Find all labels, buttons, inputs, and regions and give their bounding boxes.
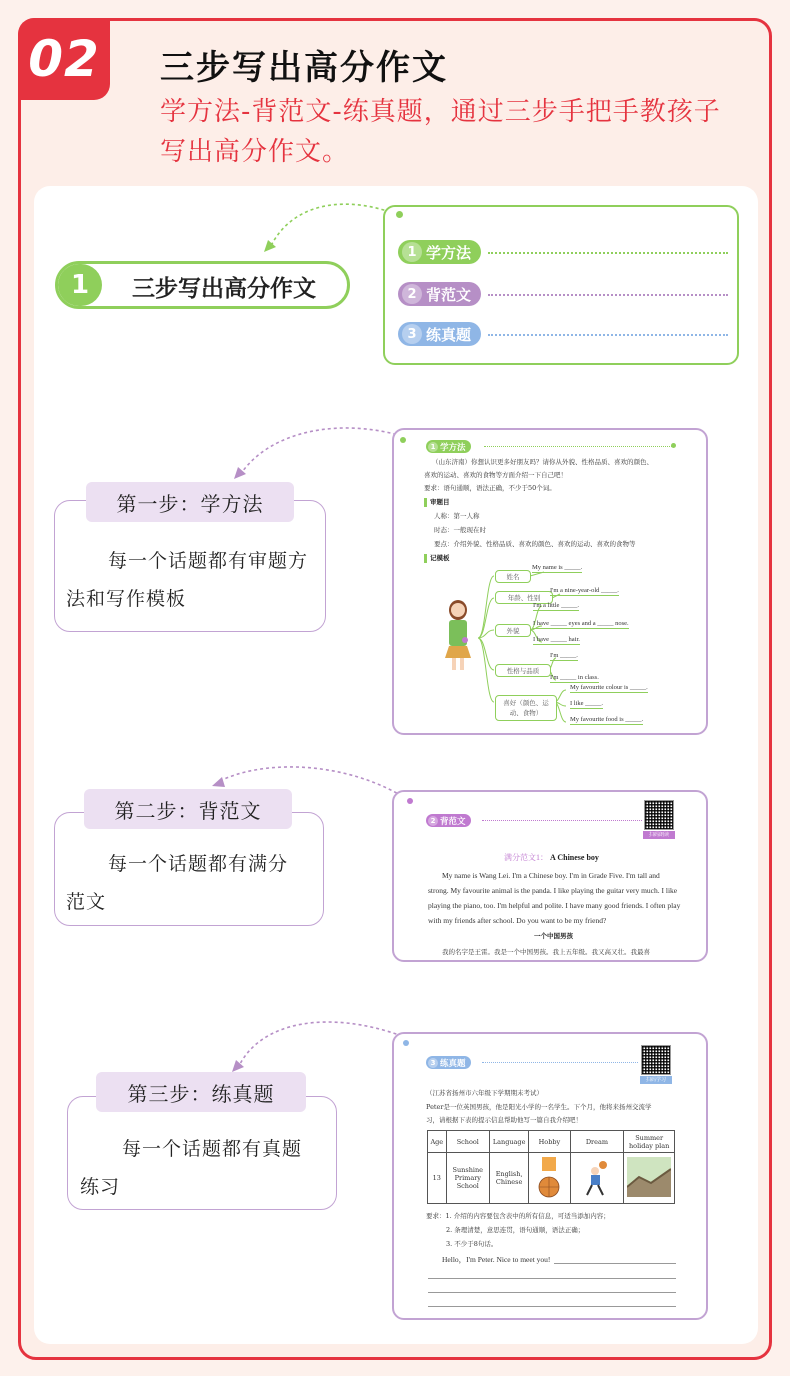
cell-hobby [529, 1153, 570, 1204]
page-dot [407, 798, 413, 804]
req-line3: 3. 不少于8句话。 [446, 1240, 498, 1248]
cell-dream [570, 1153, 624, 1204]
preview1-tag [426, 440, 471, 453]
essay-label: 满分范文1： [504, 853, 548, 862]
sentence-colour: My favourite colour is _____. [570, 684, 648, 691]
sentence-eyes: I have _____ eyes and a _____ nose. [533, 620, 629, 627]
tag-label: 练真题 [440, 1058, 466, 1069]
cell-summer-plan [624, 1153, 675, 1204]
cell-language: English, Chinese [489, 1153, 528, 1204]
writing-line[interactable] [428, 1292, 676, 1293]
preview-practice-page [392, 1032, 708, 1320]
essay-title: A Chinese boy [550, 853, 599, 862]
overview-pill-number: 1 [58, 264, 102, 306]
box-dot [396, 211, 403, 218]
th-school: School [446, 1131, 489, 1153]
dotted-line [482, 1062, 638, 1063]
node-age-gender: 年龄、性别 [495, 591, 553, 604]
sentence-little: I'm a little _____. [533, 602, 579, 609]
table-row [428, 1153, 675, 1204]
essay-cn-line1: 我的名字是王雷。我是一个中国男孩。我上五年级。我又高又壮。我最喜 [442, 948, 650, 956]
page-dot [403, 1040, 409, 1046]
basketball-image [534, 1155, 564, 1199]
overview-pill-label: 三步写出高分作文 [132, 276, 316, 302]
step1-desc-line1: 每一个话题都有审题方 [108, 550, 309, 572]
qr-code-icon [641, 1045, 671, 1075]
heading-marker [424, 554, 427, 563]
tag-number: 3 [402, 324, 422, 344]
tag-number: 1 [402, 242, 422, 262]
girl-illustration [440, 596, 476, 676]
node-hobbies: 喜好（颜色、运动、食物） [495, 695, 557, 721]
node-personality: 性格与品质 [495, 664, 551, 677]
node-name: 姓名 [495, 570, 531, 583]
th-dream: Dream [570, 1131, 624, 1153]
opening-line: Hello，I'm Peter. Nice to meet you! [442, 1255, 551, 1264]
writing-line[interactable] [428, 1306, 676, 1307]
essay-cn-title: 一个中国男孩 [534, 932, 573, 940]
step2-desc-line2: 范文 [66, 891, 107, 913]
sentence-hair: I have _____ hair. [533, 636, 580, 643]
basketball-player-image [577, 1157, 617, 1197]
essay-en-line4: with my friends after school. Do you want to be my friend? [428, 916, 607, 925]
prompt-line3: 要求：语句通顺，语法正确，不少于50个词。 [424, 484, 556, 492]
page-dot [671, 443, 676, 448]
tag-label: 学方法 [426, 243, 472, 262]
preview2-tag [426, 814, 471, 827]
tag-practice-exam [398, 322, 481, 346]
step3-desc-line1: 每一个话题都有真题 [122, 1138, 303, 1160]
essay-en-line1: My name is Wang Lei. I'm a Chinese boy. I'm in Grade Five. I'm tall and [442, 871, 660, 880]
info-table [427, 1130, 675, 1204]
page-dot [400, 437, 406, 443]
review-points: 要点：介绍外貌、性格品质、喜欢的颜色、喜欢的运动、喜欢的食物等 [434, 540, 636, 548]
th-hobby: Hobby [529, 1131, 570, 1153]
qr-code-icon [644, 800, 674, 830]
writing-line[interactable] [428, 1278, 676, 1279]
essay-en-line2: strong. My favourite animal is the panda. I like playing the guitar very much. I like [428, 886, 678, 895]
tag-label: 背范文 [426, 285, 472, 304]
page-title: 三步写出高分作文 [160, 48, 448, 88]
cell-age: 13 [428, 1153, 447, 1204]
tag-number: 2 [402, 284, 422, 304]
sentence-food: My favourite food is _____. [570, 716, 644, 723]
essay-heading [504, 852, 599, 863]
step2-desc-line1: 每一个话题都有满分 [108, 853, 289, 875]
th-language: Language [489, 1131, 528, 1153]
node-appearance: 外貌 [495, 624, 531, 637]
tag-label: 背范文 [440, 816, 466, 827]
review-person: 人称：第一人称 [434, 512, 480, 520]
req-line1: 要求：1. 介绍的内容要包含表中的所有信息，可适当添加内容； [426, 1212, 610, 1220]
preview-method-page [392, 428, 708, 735]
review-heading: 审题目 [430, 498, 450, 506]
writing-line[interactable] [554, 1263, 676, 1264]
req-line2: 2. 条理清楚，意思连贯，语句通顺，语法正确； [446, 1226, 585, 1234]
step3-title: 第三步：练真题 [96, 1072, 306, 1112]
cell-school: Sunshine Primary School [446, 1153, 489, 1204]
sentence-age: I'm a nine-year-old _____. [550, 587, 619, 594]
review-tense: 时态：一般现在时 [434, 526, 486, 534]
preview3-tag [426, 1056, 471, 1069]
section-badge: 02 [18, 18, 110, 100]
dotted-line [482, 820, 642, 821]
tag-label: 练真题 [426, 325, 472, 344]
sentence-im: I'm _____. [550, 652, 578, 659]
th-age: Age [428, 1131, 447, 1153]
preview-essay-page [392, 790, 708, 962]
exam-para2: 习，请根据下表的提示信息帮助他写一篇自我介绍吧！ [426, 1116, 582, 1124]
sentence-like: I like _____. [570, 700, 604, 707]
essay-en-line3: playing the piano, too. I'm helpful and polite. I have many good friends. I often play [428, 901, 681, 910]
dotted-line [488, 334, 728, 336]
prompt-line1: （山东济南）你想认识更多好朋友吗？请你从外貌、性格品质、喜欢的颜色、 [432, 458, 653, 466]
exam-source: （江苏省扬州市六年级下学期期末考试） [426, 1089, 543, 1097]
tag-recite-essay [398, 282, 481, 306]
template-heading: 记模板 [430, 554, 450, 562]
tag-learn-method [398, 240, 481, 264]
heading-marker [424, 498, 427, 507]
exam-para1: Peter是一位英国男孩，他是阳光小学的一名学生。下个月，他将来扬州交流学 [426, 1103, 652, 1111]
step3-desc-line2: 练习 [80, 1176, 121, 1198]
qr-caption: 扫码朗读 [643, 831, 675, 839]
prompt-line2: 喜欢的运动、喜欢的食物等方面介绍一下自己吧！ [424, 471, 567, 479]
page-subtitle: 学方法-背范文-练真题，通过三步手把手教孩子写出高分作文。 [160, 97, 721, 167]
tag-label: 学方法 [440, 442, 466, 453]
table-header-row [428, 1131, 675, 1153]
tag-number: 3 [428, 1058, 438, 1068]
qr-caption: 扫码学习 [640, 1076, 672, 1084]
tag-number: 2 [428, 816, 438, 826]
dotted-line [484, 446, 672, 447]
sentence-in-class: I'm _____ in class. [550, 674, 599, 681]
dotted-line [488, 252, 728, 254]
sentence-name: My name is _____. [532, 564, 583, 571]
dotted-line [488, 294, 728, 296]
step1-title: 第一步：学方法 [86, 482, 294, 522]
tag-number: 1 [428, 442, 438, 452]
great-wall-image [627, 1157, 671, 1197]
step1-desc-line2: 法和写作模板 [66, 588, 187, 610]
th-summer-plan: Summer holiday plan [624, 1131, 675, 1153]
step2-title: 第二步：背范文 [84, 789, 292, 829]
